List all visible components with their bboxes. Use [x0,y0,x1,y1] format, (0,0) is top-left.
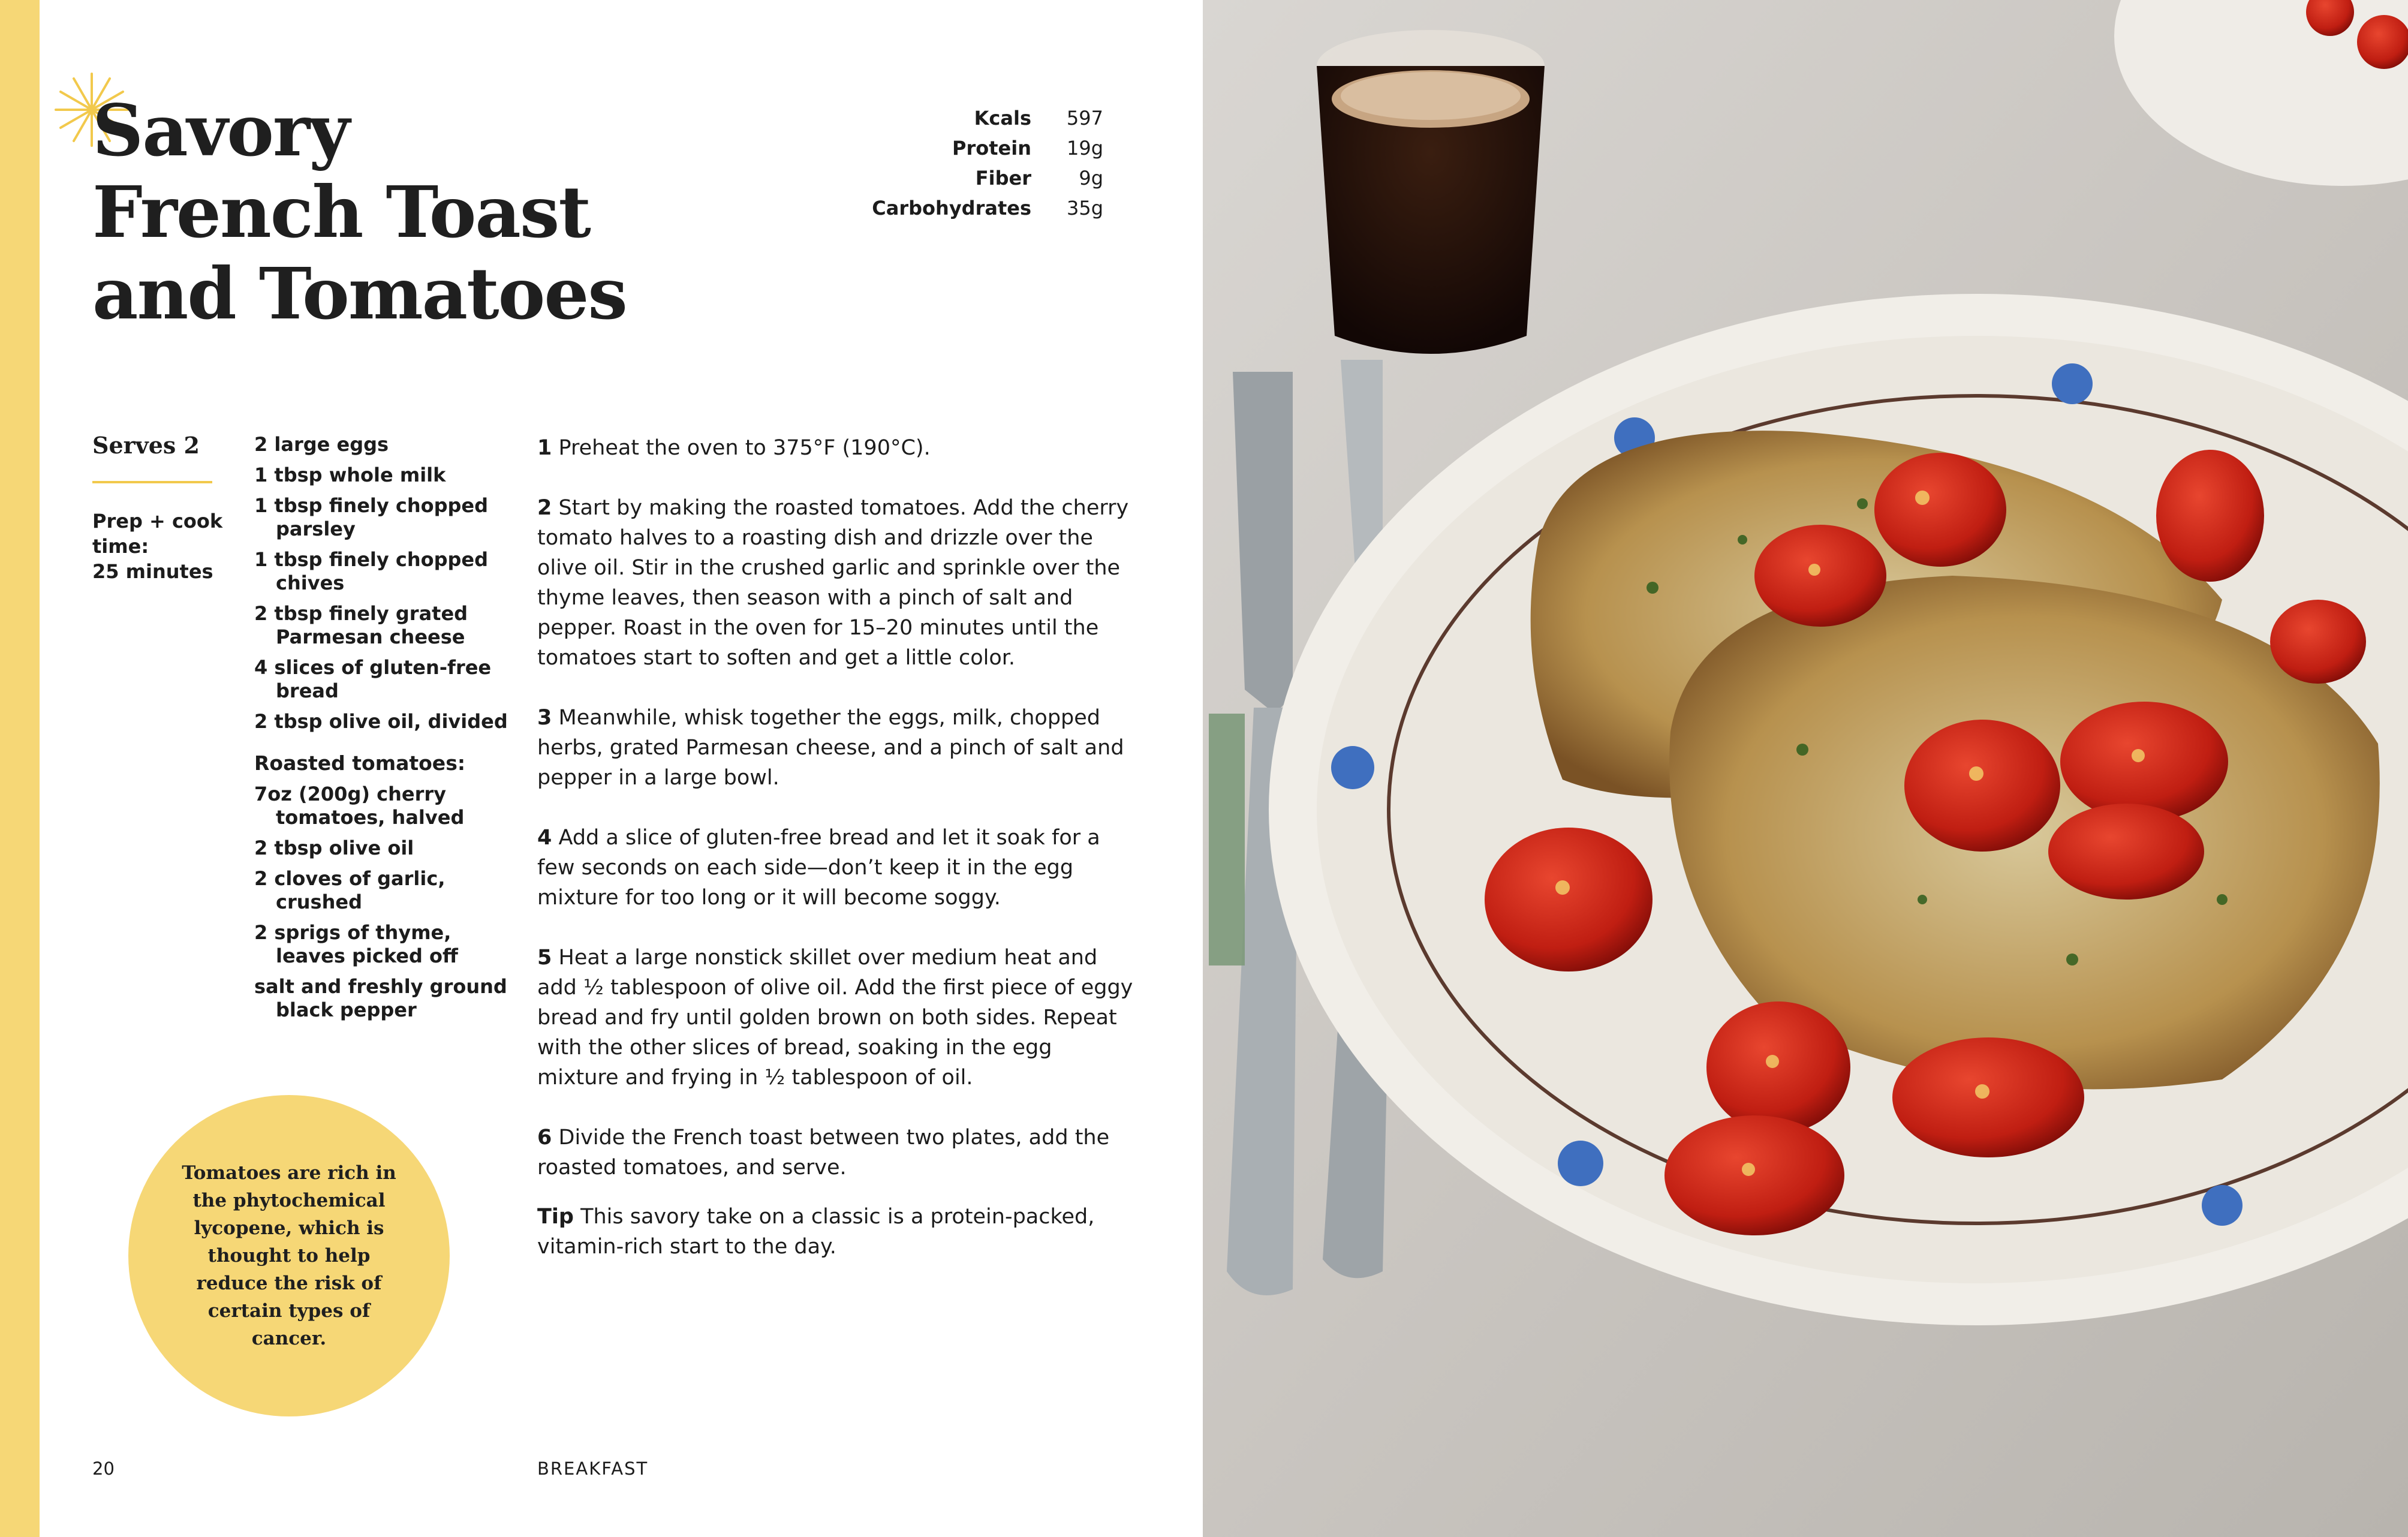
title-line: and Tomatoes [92,252,627,335]
nutrition-label: Fiber [975,167,1031,190]
ingredient-item: 2 tbsp olive oil, divided [254,710,508,733]
photo-illustration [1203,0,2408,1537]
step-text: Add a slice of gluten-free bread and let it soak for a few seconds on each side—don’t keep it in the egg mixture for too long or it will become soggy. [537,826,1100,910]
ingredient-item: 2 tbsp finely grated Parmesan cheese [254,602,468,648]
step-number: 2 [537,496,552,520]
tip-label: Tip [537,1205,574,1229]
method-step [537,493,1137,673]
nutrition-value: 35g [1066,197,1103,219]
ingredient-item: 2 large eggs [254,433,389,456]
roasted-tomatoes-heading: Roasted tomatoes: [254,751,466,775]
step-number: 6 [537,1126,552,1150]
ingredient-item: 7oz (200g) cherry tomatoes, halved [254,783,465,829]
step-text: Heat a large nonstick skillet over medium heat and add ½ tablespoon of olive oil. Add the first piece of eggy bread and fry until golden brown on both sides. Repeat with the other slices of bread, soaking in the egg mixture and frying in ½ tablespoon of oil. [537,946,1133,1090]
step-number: 4 [537,826,552,850]
tip-text: This savory take on a classic is a protein-packed, vitamin-rich start to the day. [537,1205,1095,1259]
ingredient-item: salt and freshly ground black pepper [254,975,507,1021]
nutrition-row [815,103,1103,133]
method-step [537,823,1137,913]
nutrition-value: 19g [1066,137,1103,160]
section-label: BREAKFAST [537,1458,649,1479]
step-text: Start by making the roasted tomatoes. Add the cherry tomato halves to a roasting dish and drizzle over the olive oil. Stir in the crushed garlic and sprinkle over the thyme leaves, then season with a pinch of salt and pepper. Roast in the oven for 15–20 minutes until the tomatoes start to soften and get a little color. [537,496,1129,670]
ingredient-item: 2 cloves of garlic, crushed [254,867,446,913]
tip [537,1202,1137,1262]
step-text: Meanwhile, whisk together the eggs, milk, chopped herbs, grated Parmesan cheese, and a pinch of salt and pepper in a large bowl. [537,706,1124,790]
nutrition-label: Protein [952,137,1031,160]
method-step [537,703,1137,793]
step-text: Divide the French toast between two plates, add the roasted tomatoes, and serve. [537,1126,1110,1180]
ingredient-item: 1 tbsp finely chopped parsley [254,494,489,540]
step-text: Preheat the oven to 375°F (190°C). [558,436,931,460]
nutrition-row [815,163,1103,193]
ingredient-item: 2 tbsp olive oil [254,837,414,859]
callout-text: Tomatoes are rich in the phytochemical lycopene, which is thought to help reduce the risk of certain types of cancer. [182,1162,396,1349]
prep-line: time: [92,535,149,558]
ingredient-item: 1 tbsp whole milk [254,464,446,486]
nutrition-label: Kcals [974,107,1031,130]
method-step [537,943,1137,1093]
recipe-title [92,90,692,335]
nutrition-table [815,103,1103,223]
method-steps [537,433,1137,1292]
nutrition-value: 597 [1066,107,1103,130]
step-number: 1 [537,436,552,460]
ingredient-item: 4 slices of gluten-free bread [254,656,492,702]
ingredients-list [254,433,518,1029]
nutrition-row [815,193,1103,223]
nutrition-callout [128,1095,450,1416]
step-number: 3 [537,706,552,730]
nutrition-label: Carbohydrates [872,197,1031,219]
ingredient-item: 1 tbsp finely chopped chives [254,548,489,594]
ingredient-item: 2 sprigs of thyme, leaves picked off [254,921,458,967]
prep-time [92,509,242,584]
yellow-spine [0,0,40,1537]
step-number: 5 [537,946,552,970]
prep-line: 25 minutes [92,560,213,583]
nutrition-value: 9g [1079,167,1103,190]
title-line: French Toast [92,170,590,254]
method-step [537,1123,1137,1183]
divider [92,481,212,483]
prep-line: Prep + cook [92,510,223,533]
method-step [537,433,1137,463]
title-line: Savory [92,89,349,172]
serves-heading: Serves 2 [92,432,200,459]
nutrition-row [815,133,1103,163]
french-toast-photo [1203,0,2408,1537]
page-number: 20 [92,1458,115,1479]
